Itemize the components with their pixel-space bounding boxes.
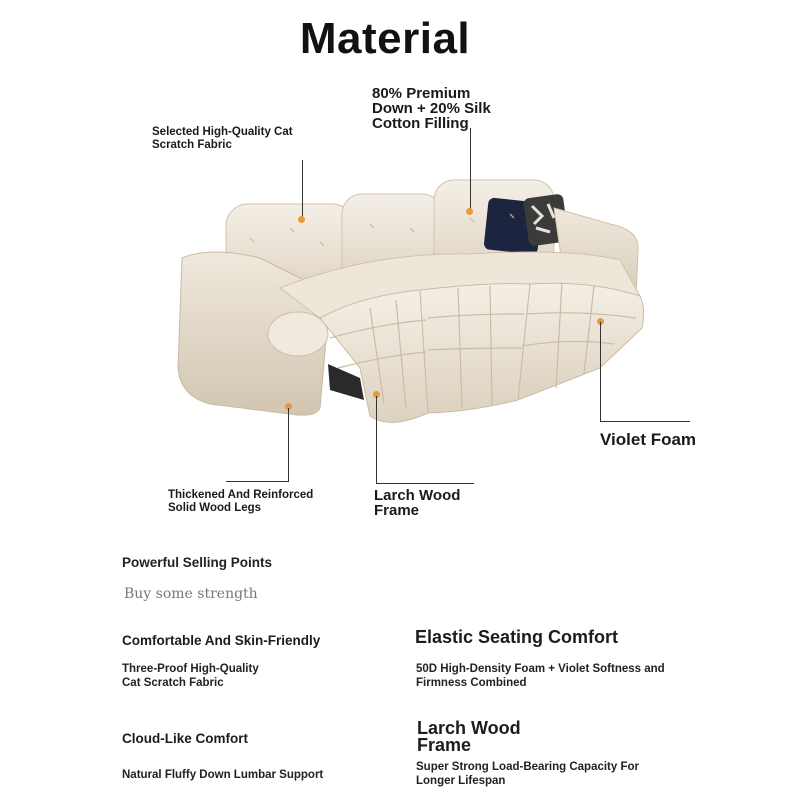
- feature-text-elastic-seating: [416, 662, 665, 690]
- callout-filling-leader: [470, 128, 471, 212]
- feature-heading-larch-frame: [417, 720, 521, 754]
- callout-filling-line-2: Down + 20% Silk: [372, 100, 491, 117]
- callout-legs-line-1: Thickened And Reinforced: [168, 489, 314, 501]
- callout-fabric-leader: [302, 160, 303, 220]
- callout-fabric-line-1: Selected High-Quality Cat: [152, 126, 293, 138]
- feature-text-line: 50D High-Density Foam + Violet Softness and: [416, 663, 665, 675]
- callout-frame-leader-h: [376, 483, 474, 484]
- feature-heading-line: Larch Wood: [417, 718, 521, 738]
- callout-filling-line-3: Cotton Filling: [372, 115, 469, 132]
- callout-filling-dot: [466, 208, 473, 215]
- callout-fabric-line-2: Scratch Fabric: [152, 139, 232, 151]
- callout-frame-line-2: Frame: [374, 502, 420, 519]
- feature-heading-elastic-seating: Elastic Seating Comfort: [415, 627, 619, 647]
- callout-filling: [372, 86, 491, 131]
- page-title: Material: [299, 14, 471, 63]
- callout-legs-leader-v: [288, 408, 289, 482]
- callout-frame: [374, 488, 460, 518]
- feature-text-line: Three-Proof High-Quality: [122, 663, 259, 675]
- callout-legs: [168, 489, 313, 515]
- callout-legs-line-2: Solid Wood Legs: [168, 502, 262, 514]
- section-subtitle: Buy some strength: [124, 586, 258, 602]
- callout-foam: Violet Foam: [600, 430, 697, 449]
- callout-legs-leader-h: [226, 481, 289, 482]
- sofa-image: [170, 168, 700, 438]
- feature-text-line: Firmness Combined: [416, 677, 527, 689]
- feature-text-skin-friendly: [122, 662, 259, 690]
- feature-text-line: Super Strong Load-Bearing Capacity For: [416, 761, 639, 773]
- feature-heading-skin-friendly: Comfortable And Skin-Friendly: [122, 633, 321, 648]
- feature-heading-line: Frame: [417, 735, 472, 755]
- callout-fabric: [152, 126, 293, 152]
- callout-fabric-dot: [298, 216, 305, 223]
- callout-filling-line-1: 80% Premium: [372, 85, 471, 102]
- feature-text-larch-frame: [416, 760, 639, 788]
- feature-text-line: Cat Scratch Fabric: [122, 677, 224, 689]
- feature-text-cloud-comfort: Natural Fluffy Down Lumbar Support: [122, 769, 324, 781]
- feature-heading-cloud-comfort: Cloud-Like Comfort: [122, 731, 248, 746]
- section-title: Powerful Selling Points: [122, 555, 273, 570]
- callout-frame-line-1: Larch Wood: [374, 487, 461, 504]
- feature-text-line: Longer Lifespan: [416, 775, 506, 787]
- callout-frame-leader-v: [376, 396, 377, 484]
- callout-foam-leader-h: [600, 421, 690, 422]
- callout-foam-leader-v: [600, 322, 601, 422]
